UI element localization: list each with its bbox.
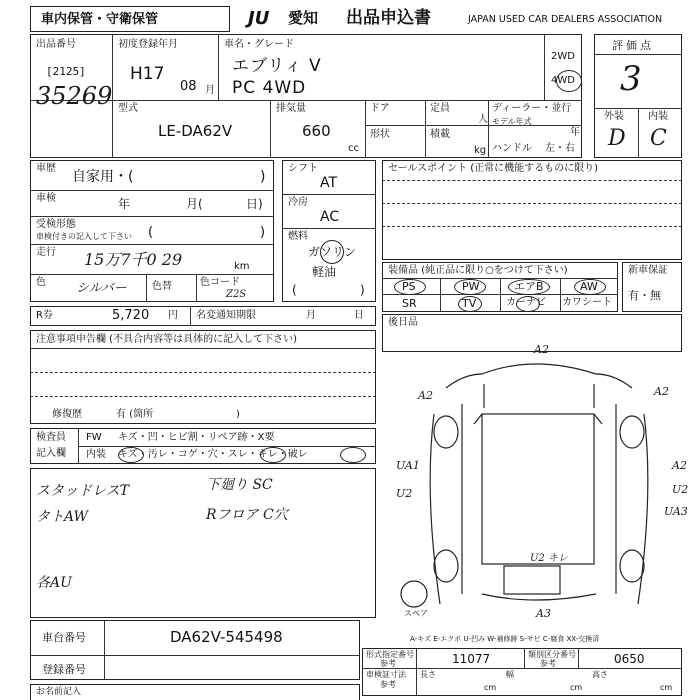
inspector-fw-label: FW: [86, 432, 102, 443]
model-code: LE-DA62V: [158, 122, 233, 140]
inspection-close: 日): [246, 197, 263, 211]
inspector-label-1: 検査員: [36, 432, 66, 443]
damage-mark: U2: [672, 483, 689, 496]
capacity-label: 定員: [430, 103, 450, 114]
equip-navi-circle: [516, 296, 540, 312]
model-year-unit: 年: [570, 127, 580, 138]
inspector-int-text: キズ・汚レ・コゲ・穴・スレ・キレ・破レ: [118, 449, 308, 460]
header-form-title: 出品申込書: [346, 8, 431, 28]
damage-mark: A2: [672, 459, 687, 472]
fuel-label: 燃料: [288, 231, 308, 242]
damage-mark: A3: [536, 607, 551, 620]
equip-tv: TV: [462, 297, 477, 310]
color-label: 色: [36, 277, 46, 288]
name-change-month: 月: [306, 310, 316, 321]
fuel-gas-circle: [320, 240, 344, 264]
color-change-label: 色替: [152, 281, 172, 292]
spare-label: スペア: [404, 609, 428, 618]
handwritten-note: Rフロア C穴: [206, 507, 288, 523]
size-label: 車検証寸法: [366, 670, 406, 679]
acceptance-close: ): [260, 225, 266, 240]
chassis-label: 車台番号: [42, 631, 86, 644]
color-code-label: 色コード: [200, 277, 240, 288]
size-ref: 参考: [380, 680, 396, 689]
equip-airbag: エアB: [514, 280, 544, 293]
score-value: 3: [620, 59, 642, 99]
ju-logo: JU: [248, 8, 270, 29]
damage-mark: UA1: [396, 459, 420, 472]
mileage-unit: km: [234, 261, 250, 272]
registration-month-unit: 月: [205, 85, 215, 96]
header-brand: 愛知: [288, 9, 319, 27]
model-year-label: モデル年式: [492, 117, 532, 126]
equip-seat: カワシート: [562, 297, 612, 308]
recycle-label: R券: [36, 310, 53, 321]
name-change-day: 日: [354, 310, 364, 321]
sales-point-box: [382, 160, 682, 260]
equip-aw-circle: [574, 279, 606, 295]
repair-value: 有 (箇所: [116, 409, 154, 420]
shift-value: AT: [320, 175, 338, 191]
usage-close: ): [260, 169, 266, 185]
equip-navi: カーナビ: [506, 297, 546, 308]
header-tag-box: [30, 6, 230, 32]
int-mark-circle: [340, 447, 366, 463]
displacement-unit: cc: [348, 143, 359, 154]
handwritten-note: タトAW: [36, 509, 88, 525]
inspection-month: 月(: [186, 197, 203, 211]
mileage-value: 15万7千0 29: [84, 250, 183, 269]
capacity-unit: 人: [478, 114, 488, 125]
height-unit: cm: [660, 683, 673, 692]
inspection-year: 年: [118, 197, 131, 211]
car-diagram: [384, 344, 684, 629]
fuel-open: (: [292, 283, 297, 297]
grade-ext: D: [608, 126, 626, 151]
spec-number-ref: 参考: [380, 659, 396, 668]
footer-label: お名前記入: [36, 687, 82, 697]
handwritten-note: 下廻り SC: [206, 477, 273, 493]
plate-label: 登録番号: [42, 663, 86, 676]
spec-number: 11077: [452, 652, 491, 666]
load-label: 積載: [430, 129, 450, 140]
damage-mark: A2: [418, 389, 433, 402]
warranty-label: 新車保証: [628, 265, 668, 276]
width-unit: cm: [570, 683, 583, 692]
registration-year: H17: [130, 64, 165, 84]
length-unit: cm: [484, 683, 497, 692]
spec-number-label: 形式指定番号: [366, 650, 414, 659]
int-mark-circle: [260, 447, 286, 463]
damage-mark: A2: [654, 385, 669, 398]
fuel-diesel: 軽油: [312, 265, 337, 279]
handwritten-note: 各AU: [36, 575, 72, 591]
repair-label: 修復歴: [52, 409, 82, 420]
handle-options: 左・右: [545, 143, 575, 154]
repair-close: ): [236, 409, 240, 420]
drive-4wd-circle: [556, 70, 582, 92]
fuel-close: ): [360, 283, 365, 297]
class-number: 0650: [614, 652, 645, 666]
registration-month: 08: [180, 79, 197, 94]
rear-label: 後日品: [388, 317, 418, 328]
height-label: 高さ: [592, 670, 608, 679]
acceptance-label: 受検形態: [36, 219, 76, 230]
lot-label: 出品番号: [36, 39, 76, 50]
chassis-value: DA62V-545498: [170, 628, 283, 646]
damage-legend: A-キズ E-エクボ U-凹み W-補修跡 S-サビ C-腐食 XX-交換済: [410, 635, 600, 643]
mileage-label: 走行: [36, 247, 56, 258]
equip-ps-circle: [394, 279, 426, 295]
equip-pw-circle: [454, 279, 486, 295]
shift-label: シフト: [288, 163, 318, 174]
damage-mark: U2: [396, 487, 413, 500]
damage-mark: U2 キレ: [530, 553, 568, 564]
warranty-value: 有・無: [628, 289, 661, 302]
inspection-label: 車検: [36, 193, 56, 204]
registration-label: 初度登録年月: [118, 39, 178, 50]
name-change-label: 名変通知期限: [196, 310, 256, 321]
int-mark-circle: [118, 447, 144, 463]
usage-label: 車歴: [36, 163, 56, 174]
dealer-label: ディーラー・並行: [492, 103, 572, 114]
inspector-label-2: 記入欄: [36, 448, 66, 459]
equip-tv-circle: [458, 296, 482, 312]
load-unit: kg: [474, 145, 487, 156]
damage-mark: A2: [534, 343, 549, 356]
equip-ps: PS: [402, 280, 416, 293]
header-association: JAPAN USED CAR DEALERS ASSOCIATION: [468, 14, 663, 25]
equipment-label: 装備品 (純正品に限り○をつけて下さい): [388, 265, 568, 276]
grade-ext-label: 外装: [604, 111, 624, 122]
inspector-int-label: 内装: [86, 449, 106, 460]
class-number-label: 類別区分番号: [528, 650, 576, 659]
equip-sr: SR: [402, 297, 417, 310]
recycle-unit: 円: [168, 310, 178, 321]
recycle-value: 5,720: [112, 308, 150, 323]
usage-value: 自家用・(: [72, 169, 134, 185]
acceptance-open: (: [148, 225, 154, 240]
class-number-ref: 参考: [540, 659, 556, 668]
equip-airbag-circle: [508, 279, 550, 295]
length-label: 長さ: [420, 670, 436, 679]
handwritten-note: スタッドレスT: [36, 483, 129, 499]
header-tag: 車内保管・守衛保管: [41, 12, 159, 27]
grade-int: C: [650, 126, 667, 151]
grade-int-label: 内装: [648, 111, 668, 122]
width-label: 幅: [506, 670, 514, 679]
drive-4wd: 4WD: [551, 75, 575, 86]
equip-aw: AW: [580, 280, 598, 293]
inspector-fw-text: キズ・凹・ヒビ割・リペア跡・X要: [118, 432, 275, 443]
color-code: Z2S: [226, 289, 247, 300]
damage-mark: UA3: [664, 505, 688, 518]
model-code-label: 型式: [118, 103, 138, 114]
vehicle-name: エブリィ V: [232, 56, 322, 76]
acceptance-note: 車検付きの記入して下さい: [36, 232, 132, 241]
color-value: シルバー: [76, 281, 127, 296]
shape-label: 形状: [370, 129, 390, 140]
door-label: ドア: [370, 103, 390, 114]
handle-label: ハンドル: [492, 143, 532, 154]
vehicle-grade: PC 4WD: [232, 78, 307, 98]
lot-sub: [2125]: [46, 65, 86, 78]
ac-label: 冷房: [288, 197, 308, 208]
score-label: 評価点: [612, 39, 654, 52]
displacement-label: 排気量: [276, 103, 306, 114]
drive-2wd: 2WD: [551, 51, 575, 62]
notes-label: 注意事項申告欄 (不具合内容等は具体的に記入して下さい): [36, 334, 297, 345]
sales-point-label: セールスポイント (正常に機能するものに限り): [388, 163, 599, 174]
ac-value: AC: [320, 209, 340, 225]
displacement: 660: [302, 122, 331, 140]
vehicle-label: 車名・グレード: [224, 39, 294, 50]
lot-number: 35269: [36, 82, 113, 110]
equip-pw: PW: [462, 280, 480, 293]
fuel-gas: ガソリン: [308, 245, 357, 259]
